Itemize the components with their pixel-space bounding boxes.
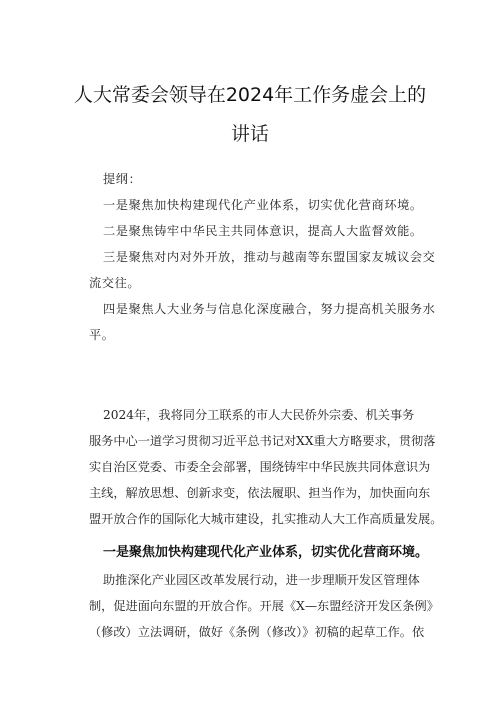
intro-line-5: 盟开放合作的国际化大城市建设，扎实推动人大工作高质量发展。 [89, 512, 443, 526]
intro-line-1: 2024年，我将同分工联系的市人大民侨外宗委、机关事务 [103, 408, 415, 422]
outline-item-2: 二是聚焦铸牢中华民主共同体意识，提高人大监督效能。 [103, 224, 423, 238]
section-1-line-1: 助推深化产业园区改革发展行动，进一步理顺开发区管理体 [103, 573, 420, 587]
outline-item-4: 四是聚焦人大业务与信息化深度融合，努力提高机关服务水 [103, 302, 436, 316]
section-1-line-3: （修改）立法调研，做好《条例（修改）》初稿的起草工作。依 [89, 625, 425, 639]
intro-line-2: 服务中心一道学习贯彻习近平总书记对XX重大方略要求，贯彻落 [89, 434, 436, 448]
section-1-heading: 一是聚焦加快构建现代化产业体系，切实优化营商环境。 [103, 545, 429, 560]
document-title-line-1: 人大常委会领导在2024年工作务虚会上的 [73, 84, 427, 106]
outline-item-3: 三是聚焦对内对外开放，推动与越南等东盟国家友城议会交 [103, 250, 436, 264]
section-1-line-2: 制，促进面向东盟的开放合作。开展《X—东盟经济开发区条例》 [89, 599, 439, 613]
outline-item-1: 一是聚焦加快构建现代化产业体系，切实优化营商环境。 [103, 198, 423, 212]
outline-item-3-cont: 流交往。 [89, 276, 141, 290]
outline-label: 提纲： [103, 172, 142, 186]
intro-line-3: 实自治区党委、市委全会部署，围绕铸牢中华民族共同体意识为 [89, 460, 431, 474]
intro-line-4: 主线，解放思想、创新求变，依法履职、担当作为，加快面向东 [89, 486, 431, 500]
document-title-line-2: 讲话 [230, 123, 269, 145]
outline-item-4-cont: 平。 [89, 328, 115, 342]
